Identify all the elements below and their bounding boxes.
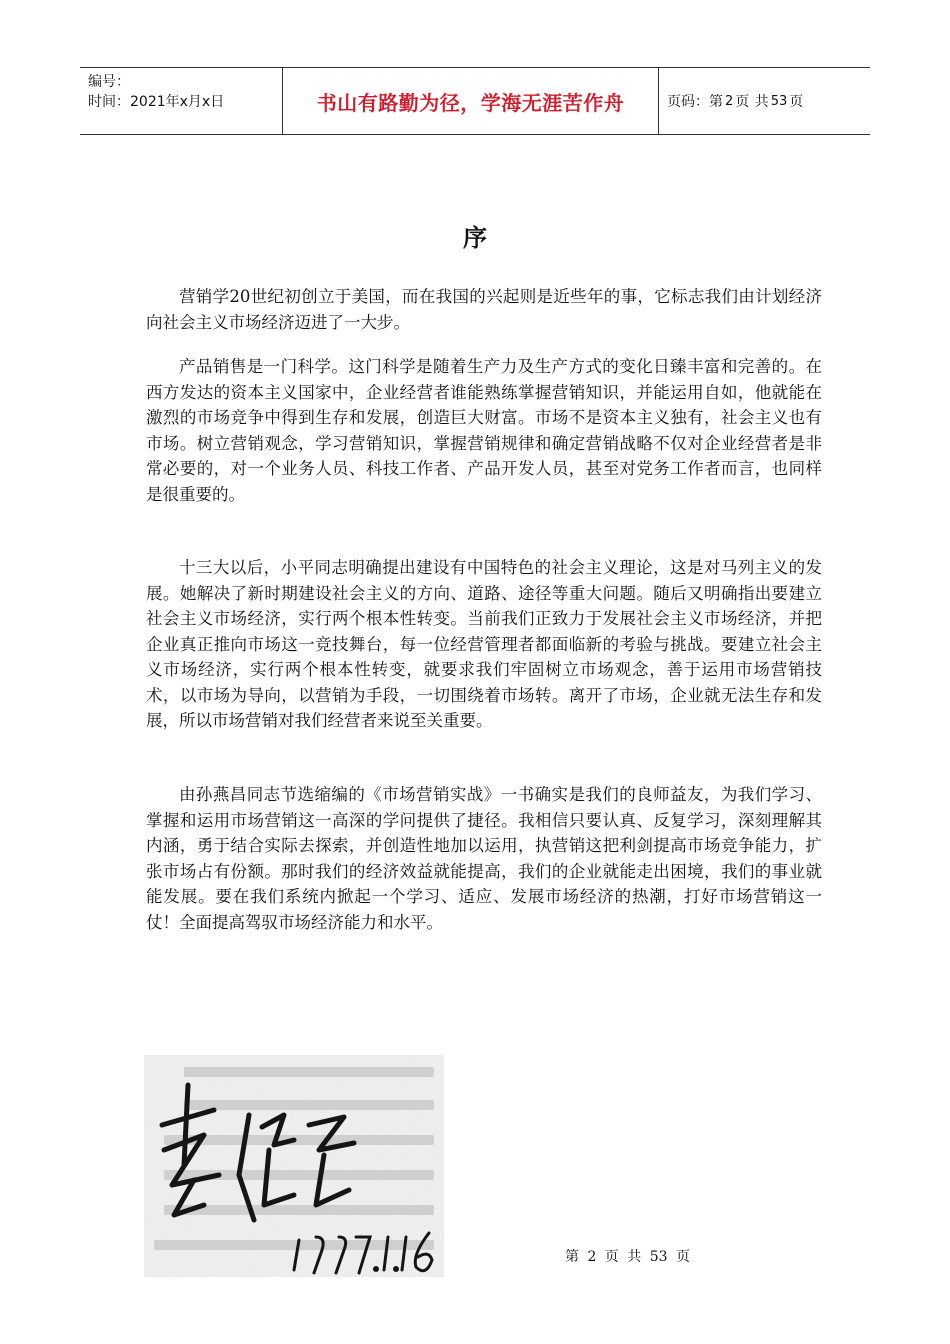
date-label: 时间：2021年x月x日 — [88, 94, 225, 110]
signature-image — [144, 1055, 444, 1277]
page-number: 2 — [725, 93, 734, 109]
header-meta — [80, 68, 283, 134]
header-motto: 书山有路勤为径，学海无涯苦作舟 — [283, 68, 659, 134]
page-mid: 页 共 — [735, 94, 769, 110]
paragraph-3: 十三大以后，小平同志明确提出建设有中国特色的社会主义理论，这是对马列主义的发展。她解决了新时期建设社会主义的方向、道路、途径等重大问题。随后又明确指出要建立社会主义市场经济，实行两个根本性转变。当前我们正致力于发展社会主义市场经济，并把企业真正推向市场这一竞技舞台，每一位经营管理者都面临新的考验与挑战。要建立社会主义市场经济，实行两个根本性转变，就要求我们牢固树立市场观念，善于运用市场营销技术，以市场为导向，以营销为手段，一切围绕着市场转。离开了市场，企业就无法生存和发展，所以市场营销对我们经营者来说至关重要。 — [146, 558, 822, 730]
header-page-info — [659, 68, 870, 134]
page-footer: 第 2 页 共 53 页 — [565, 1249, 690, 1265]
page-title: 序 — [463, 224, 487, 252]
paragraph-1: 营销学20世纪初创立于美国，而在我国的兴起则是近些年的事，它标志我们由计划经济向社会主义市场经济迈进了一大步。 — [146, 287, 822, 332]
paragraph-4: 由孙燕昌同志节选缩编的《市场营销实战》一书确实是我们的良师益友，为我们学习、掌握和运用市场营销这一高深的学问提供了捷径。我相信只要认真、反复学习，深刻理解其内涵，勇于结合实际去探索，并创造性地加以运用，执营销这把利剑提高市场竞争能力，扩张市场占有份额。那时我们的经济效益就能提高，我们的企业就能走出困境，我们的事业就能发展。要在我们系统内掀起一个学习、适应、发展市场经济的热潮，打好市场营销这一仗！全面提高驾驭市场经济能力和水平。 — [146, 785, 822, 932]
page-suffix: 页 — [789, 94, 804, 110]
page-total: 53 — [770, 93, 788, 109]
serial-label: 编号： — [88, 74, 130, 90]
page-header — [80, 67, 870, 135]
paragraph-2: 产品销售是一门科学。这门科学是随着生产力及生产方式的变化日臻丰富和完善的。在西方发达的资本主义国家中，企业经营者谁能熟练掌握营销知识，并能运用自如，他就能在激烈的市场竞争中得到生存和发展，创造巨大财富。市场不是资本主义独有，社会主义也有市场。树立营销观念，学习营销知识，掌握营销规律和确定营销战略不仅对企业经营者是非常必要的，对一个业务人员、科技工作者、产品开发人员，甚至对党务工作者而言，也同样是很重要的。 — [146, 357, 822, 504]
page-prefix: 页码：第 — [667, 94, 723, 110]
